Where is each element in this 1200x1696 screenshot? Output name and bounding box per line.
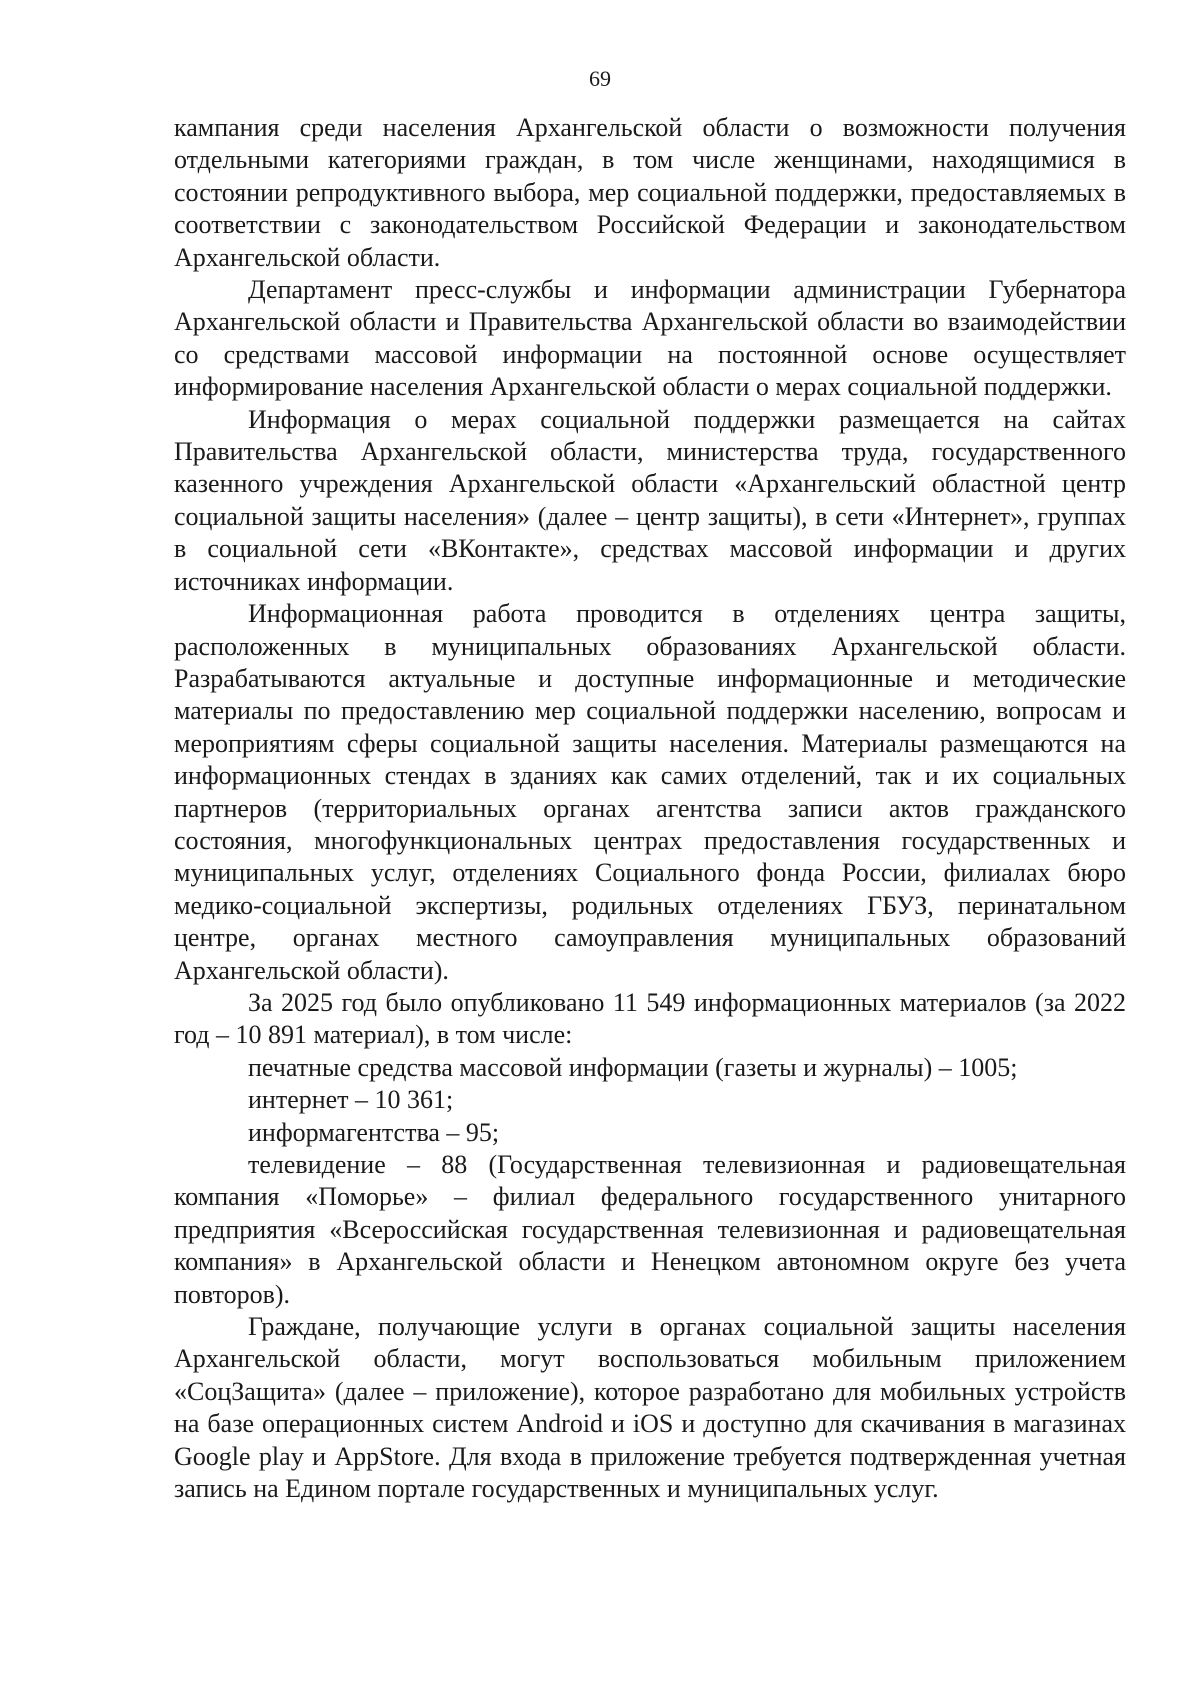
paragraph-publications-2025: За 2025 год было опубликовано 11 549 информационных материалов (за 2022 год – 10 891 материал), в том числе: <box>174 987 1126 1050</box>
list-item-television: телевидение – 88 (Государственная телевизионная и радиовещательная компания «Поморье» – филиал федерального государственного унитарного предприятия «Всероссийская государственная телевизионная и радиовещательная компания» в Архангельской области и Ненецком автономном округе без учета повторов). <box>174 1150 1126 1309</box>
list-item-print-media: печатные средства массовой информации (газеты и журналы) – 1005; <box>248 1052 1018 1082</box>
list-item-news-agencies: информагентства – 95; <box>248 1117 500 1147</box>
paragraph-information-work: Информационная работа проводится в отделениях центра защиты, расположенных в муниципальных образованиях Архангельской области. Разрабатываются актуальные и доступные информационные и методические материалы по предоставлению мер социальной поддержки населению, вопросам и мероприятиям сферы социальной защиты населения. Материалы размещаются на информационных стендах в зданиях как самих отделений, так и их социальных партнеров (территориальных органах агентства записи актов гражданского состояния, многофункциональных центрах предоставления государственных и муниципальных услуг, отделениях Социального фонда России, филиалах бюро медико-социальной экспертизы, родильных отделениях ГБУЗ, перинатальном центре, органах местного самоуправления муниципальных образований Архангельской области). <box>174 599 1126 985</box>
list-item-internet: интернет – 10 361; <box>248 1085 454 1115</box>
page-number: 69 <box>589 66 611 91</box>
paragraph-mobile-app: Граждане, получающие услуги в органах социальной защиты населения Архангельской области, могут воспользоваться мобильным приложением «СоцЗащита» (далее – приложение), которое разработано для мобильных устройств на базе операционных систем Android и iOS и доступно для скачивания в магазинах Google play и AppStore. Для входа в приложение требуется подтвержденная учетная запись на Едином портале государственных и муниципальных услуг. <box>174 1312 1126 1504</box>
paragraph-websites-info: Информация о мерах социальной поддержки размещается на сайтах Правительства Архангельской области, министерства труда, государственного казенного учреждения Архангельской области «Архангельский областной центр социальной защиты населения» (далее – центр защиты), в сети «Интернет», группах в социальной сети «ВКонтакте», средствах массовой информации и других источниках информации. <box>174 404 1126 596</box>
paragraph-campaign-continuation: кампания среди населения Архангельской области о возможности получения отдельными категориями граждан, в том числе женщинами, находящимися в состоянии репродуктивного выбора, мер социальной поддержки, предоставляемых в соответствии с законодательством Российской Федерации и законодательством Архангельской области. <box>174 113 1126 272</box>
document-body <box>174 112 1126 1505</box>
paragraph-press-department: Департамент пресс-службы и информации администрации Губернатора Архангельской области и Правительства Архангельской области во взаимодействии со средствами массовой информации на постоянной основе осуществляет информирование населения Архангельской области о мерах социальной поддержки. <box>174 275 1126 402</box>
